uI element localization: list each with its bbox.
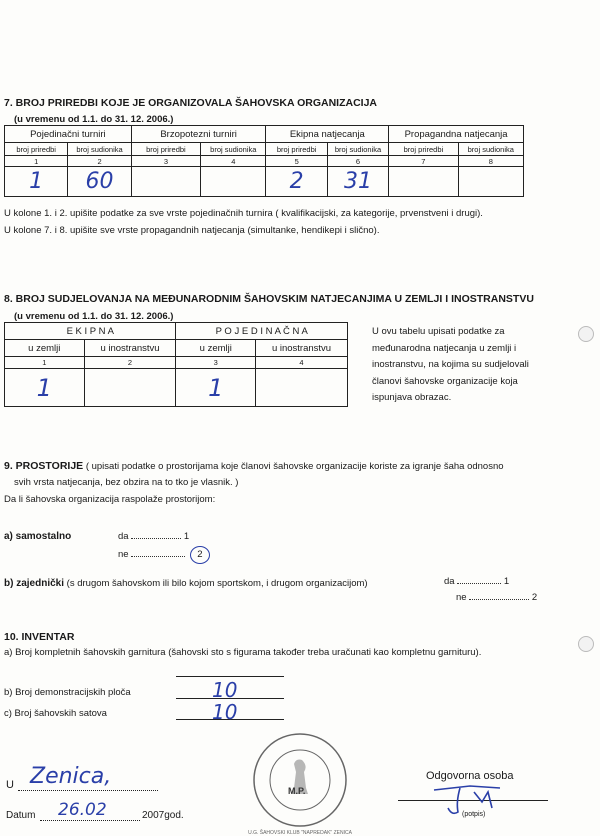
option-b-da[interactable] — [444, 576, 509, 587]
section9-intro — [4, 460, 504, 472]
value-cell[interactable] — [201, 167, 266, 197]
dotted-line — [469, 599, 529, 600]
subheader: broj sudionika — [458, 143, 523, 156]
option-a-ne[interactable] — [118, 546, 210, 564]
group-propagandna: Propagandna natjecanja — [389, 126, 524, 143]
option-b-ne[interactable] — [456, 592, 537, 603]
section9-question: Da li šahovska organizacija raspolaže prostorijom: — [4, 494, 216, 505]
section7-note-2: U kolone 7. i 8. upišite sve vrste propagandnih natjecanja (simultanke, hendikepi i slično). — [4, 225, 380, 236]
section7-period: (u vremenu od 1.1. do 31. 12. 2006.) — [14, 114, 174, 125]
date-label: Datum — [6, 810, 36, 821]
option-b-desc: (s drugom šahovskom ili bilo kojom sportskom, i drugom organizacijom) — [64, 578, 368, 589]
section10-heading: 10. INVENTAR — [4, 631, 75, 643]
ne-label: ne — [456, 592, 467, 603]
column-number: 6 — [327, 156, 388, 167]
value-cell[interactable]: 2 — [266, 167, 327, 197]
dotted-line — [131, 556, 185, 557]
column-number: 1 — [5, 156, 68, 167]
subheader: broj priredbi — [266, 143, 327, 156]
punch-hole-top — [578, 326, 594, 342]
group-ekipna: Ekipna natjecanja — [266, 126, 389, 143]
ne-label: ne — [118, 549, 129, 560]
place-label: U — [6, 779, 14, 791]
column-number: 3 — [131, 156, 200, 167]
value-cell[interactable]: 31 — [327, 167, 388, 197]
subheader: broj sudionika — [201, 143, 266, 156]
side-note-line: inostranstvu, na kojima su sudjelovali — [372, 359, 529, 370]
option-b — [4, 578, 368, 589]
club-stamp — [248, 732, 352, 836]
subheader: u inostranstvu — [84, 340, 176, 357]
side-note-line: ispunjava obrazac. — [372, 392, 452, 403]
responsible-person-label: Odgovorna osoba — [426, 770, 514, 782]
column-number: 1 — [5, 357, 85, 369]
group-brzopotezni: Brzopotezni turniri — [131, 126, 266, 143]
option-b-label: b) zajednički — [4, 578, 65, 589]
column-number: 8 — [458, 156, 523, 167]
date-line — [40, 820, 140, 821]
section7-note-1: U kolone 1. i 2. upišite podatke za sve vrste pojedinačnih turnira ( kvalifikacijski, za kategorije, prvenstveni i drugi). — [4, 208, 483, 219]
year-suffix: 2007god. — [142, 810, 184, 821]
date-value[interactable]: 26.02 — [58, 800, 107, 820]
subheader: u zemlji — [5, 340, 85, 357]
subheader: broj priredbi — [389, 143, 458, 156]
value-cell[interactable] — [256, 369, 348, 407]
column-number: 2 — [68, 156, 131, 167]
signature-hint: (potpis) — [462, 811, 486, 818]
value-cell[interactable] — [131, 167, 200, 197]
item-b-value[interactable]: 10 — [212, 678, 238, 702]
side-note-line: U ovu tabelu upisati podatke za — [372, 326, 505, 337]
option-a-da[interactable] — [118, 531, 189, 542]
place-line — [18, 790, 158, 791]
section8-side-note — [372, 324, 529, 407]
subheader: broj priredbi — [5, 143, 68, 156]
ne-code: 2 — [197, 549, 203, 560]
section8-period: (u vremenu od 1.1. do 31. 12. 2006.) — [14, 311, 174, 322]
stamp-text: U.G. ŠAHOVSKI KLUB "NAPREDAK" ZENICA — [248, 830, 352, 836]
value-cell[interactable]: 1 — [5, 167, 68, 197]
value-cell[interactable]: 1 — [5, 369, 85, 407]
group-ekipna: E K I P N A — [5, 323, 176, 340]
section10-item-c-label: c) Broj šahovskih satova — [4, 708, 107, 719]
da-code: 1 — [503, 576, 510, 587]
section7-table — [4, 125, 524, 197]
stamp-icon — [252, 732, 348, 828]
section9-desc-2: svih vrsta natjecanja, bez obzira na to tko je vlasnik. ) — [14, 477, 239, 488]
value-cell[interactable] — [84, 369, 176, 407]
column-number: 3 — [176, 357, 256, 369]
value-cell[interactable]: 1 — [176, 369, 256, 407]
da-code: 1 — [183, 531, 190, 542]
section9-desc-1: ( upisati podatke o prostorijama koje članovi šahovske organizacije koriste za igranje šaha odnosno — [85, 461, 504, 472]
column-number: 2 — [84, 357, 176, 369]
subheader: broj sudionika — [68, 143, 131, 156]
section7-heading: 7. BROJ PRIREDBI KOJE JE ORGANIZOVALA ŠAHOVSKA ORGANIZACIJA — [4, 97, 377, 109]
side-note-line: međunarodna natjecanja u zemlji i — [372, 342, 517, 354]
column-number: 7 — [389, 156, 458, 167]
item-c-value[interactable]: 10 — [212, 700, 238, 724]
subheader: u zemlji — [176, 340, 256, 357]
option-a-label: a) samostalno — [4, 531, 72, 542]
value-cell[interactable]: 60 — [68, 167, 131, 197]
subheader: broj sudionika — [327, 143, 388, 156]
da-label: da — [118, 531, 129, 542]
circled-answer — [190, 546, 210, 564]
section10-item-a: a) Broj kompletnih šahovskih garnitura (šahovski sto s figurama također treba uračunati kao kompletnu garnituru). — [4, 647, 482, 658]
group-pojedinacni: Pojedinačni turniri — [5, 126, 132, 143]
ne-code: 2 — [531, 592, 538, 603]
punch-hole-bottom — [578, 636, 594, 652]
group-pojedinacna: P O J E D I N A Č N A — [176, 323, 348, 340]
side-note-line: članovi šahovske organizacije koja — [372, 375, 518, 387]
section10-item-b-label: b) Broj demonstracijskih ploča — [4, 687, 131, 698]
column-number: 4 — [256, 357, 348, 369]
stamp-mp: M.P. — [288, 786, 306, 796]
column-number: 4 — [201, 156, 266, 167]
item-a-answer-line — [176, 676, 284, 677]
section8-heading: 8. BROJ SUDJELOVANJA NA MEĐUNARODNIM ŠAHOVSKIM NATJECANJIMA U ZEMLJI I INOSTRANSTVU — [4, 293, 534, 305]
section9-heading: 9. PROSTORIJE — [4, 460, 84, 472]
place-value[interactable]: Zenica, — [30, 764, 112, 789]
section8-table — [4, 322, 348, 407]
subheader: u inostranstvu — [256, 340, 348, 357]
value-cell[interactable] — [389, 167, 458, 197]
dotted-line — [131, 538, 181, 539]
value-cell[interactable] — [458, 167, 523, 197]
subheader: broj priredbi — [131, 143, 200, 156]
dotted-line — [457, 583, 501, 584]
da-label: da — [444, 576, 455, 587]
column-number: 5 — [266, 156, 327, 167]
